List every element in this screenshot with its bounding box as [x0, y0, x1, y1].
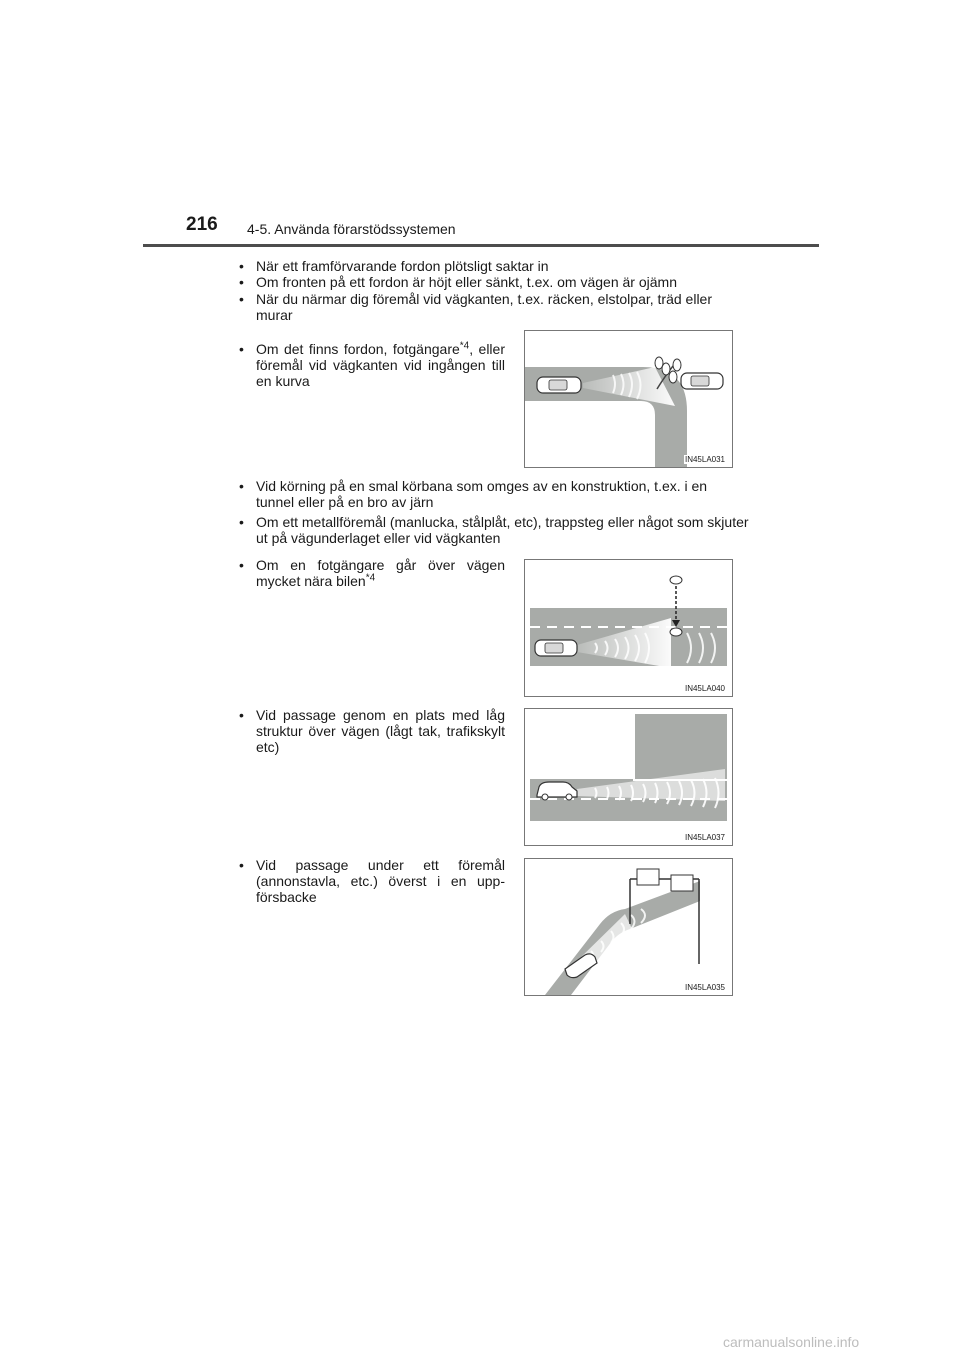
uphill-sign-illustration: [525, 859, 732, 995]
footer-watermark: carmanualsonline.info: [723, 1334, 860, 1350]
figure-uphill-sign: [524, 858, 733, 996]
bullet-item: • Vid passage genom en plats med låg struktur över vägen (lågt tak, trafikskylt etc): [239, 707, 505, 755]
bullet-item: • Om en fotgängare går över vägen mycket nära bilen$^{*4}$: [239, 557, 505, 589]
curve-road-illustration: [525, 331, 732, 467]
bullet-item: • Vid passage under ett föremål (annonstavla, etc.) överst i en upp-försbacke: [239, 857, 505, 905]
figure-code: IN45LA037: [684, 833, 725, 842]
bullet-item: • När ett framförvarande fordon plötsligt saktar in: [239, 258, 549, 274]
footnote-ref: *4: [459, 340, 470, 352]
bullet-item: • När du närmar dig föremål vid vägkanten, t.ex. räcken, elstolpar, träd eller murar: [239, 291, 712, 323]
figure-code: IN45LA040: [684, 684, 725, 693]
bullet-item: • Om ett metallföremål (manlucka, stålplåt, etc), trappsteg eller något som skjuter ut på vägunderlaget eller vid vägkanten: [239, 514, 749, 546]
bullet-item: • Om fronten på ett fordon är höjt eller sänkt, t.ex. om vägen är ojämn: [239, 274, 677, 290]
bullet-item: • Om det finns fordon, fotgängare$^{*4}$, eller föremål vid vägkanten vid ingången till en kurva: [239, 340, 505, 389]
header-rule: [143, 244, 819, 247]
figure-code: IN45LA035: [684, 983, 725, 992]
figure-low-structure: [524, 708, 733, 846]
pedestrian-illustration: [525, 560, 732, 696]
figure-code: IN45LA031: [684, 455, 725, 464]
figure-curve-road: [524, 330, 733, 468]
footnote-ref: *4: [365, 572, 376, 584]
low-structure-illustration: [525, 709, 732, 845]
bullet-item: • Vid körning på en smal körbana som omges av en konstruktion, t.ex. i en tunnel eller på en bro av järn: [239, 478, 708, 510]
section-title: 4-5. Använda förarstödssystemen: [247, 221, 456, 237]
figure-pedestrian: [524, 559, 733, 697]
page-number: 216: [186, 214, 218, 235]
